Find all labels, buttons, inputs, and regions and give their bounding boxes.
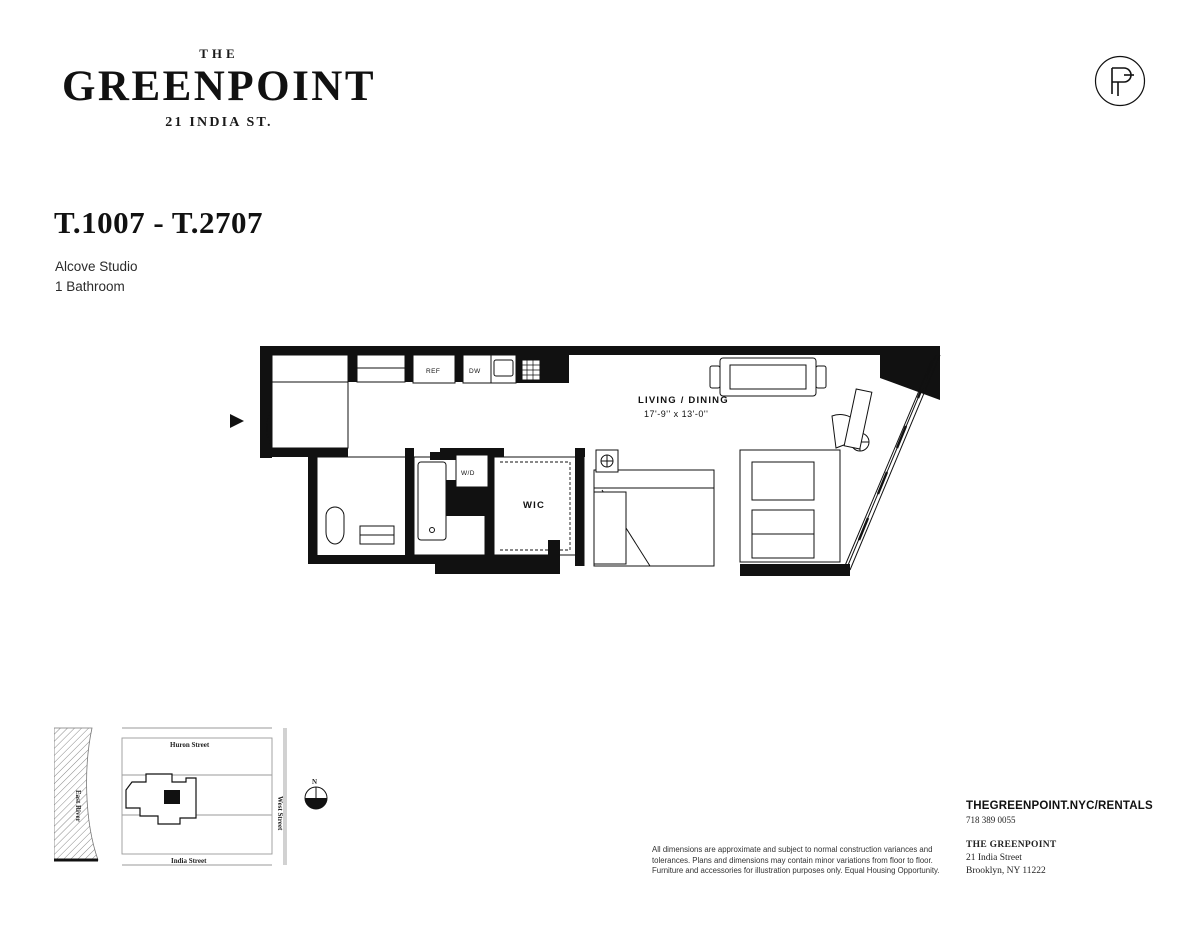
appliance-label-wd: W/D [461,470,475,477]
room-label-living-dining: LIVING / DINING [638,395,729,406]
footer-website-link[interactable]: THEGREENPOINT.NYC/RENTALS [966,800,1153,812]
entry-arrow-icon [230,414,244,428]
unit-description [55,257,138,297]
footer-address-line1: 21 India Street [966,853,1022,863]
bed-furniture [594,450,714,566]
compass-north-label: N [312,778,318,786]
brand-name: GREENPOINT [61,63,377,110]
unit-type: Alcove Studio [55,259,138,274]
room-dimensions-living-dining: 17'-9'' x 13'-0'' [644,409,709,419]
room-label-wic: WIC [523,500,546,511]
brand-logo [54,46,384,131]
footer-contact [966,800,1153,878]
unit-bathrooms: 1 Bathroom [55,279,125,294]
footer-address [966,839,1146,878]
appliance-label-ref: REF [426,368,441,375]
appliance-label-dw: DW [469,368,481,375]
footer-address-line2: Brooklyn, NY 11222 [966,866,1046,876]
greenpoint-monogram-icon [1094,55,1146,107]
floorplan-diagram [230,330,960,600]
street-label-west: West Street [276,796,284,831]
compass-icon [305,787,327,809]
footer-company-name: THE GREENPOINT [966,840,1057,850]
footer-phone[interactable]: 718 389 0055 [966,815,1016,825]
street-label-india: India Street [171,857,207,865]
brand-the: THE [199,46,239,61]
bathroom-fixtures [326,462,446,544]
street-label-east-river: East River [74,790,82,822]
kitchen-fixtures [357,355,540,383]
street-label-huron: Huron Street [170,741,210,749]
living-furniture [710,358,872,562]
page-title: T.1007 - T.2707 [54,205,264,240]
legal-disclaimer: All dimensions are approximate and subject to normal construction variances and tolerances. Plans and dimensions may contain minor variations from floor to floor. Furniture and accessories for illustration purposes only. Equal Housing Opportunity. [652,845,940,875]
building-footprint [126,774,196,824]
brand-address: 21 INDIA ST. [165,115,273,131]
site-keymap [54,720,354,870]
